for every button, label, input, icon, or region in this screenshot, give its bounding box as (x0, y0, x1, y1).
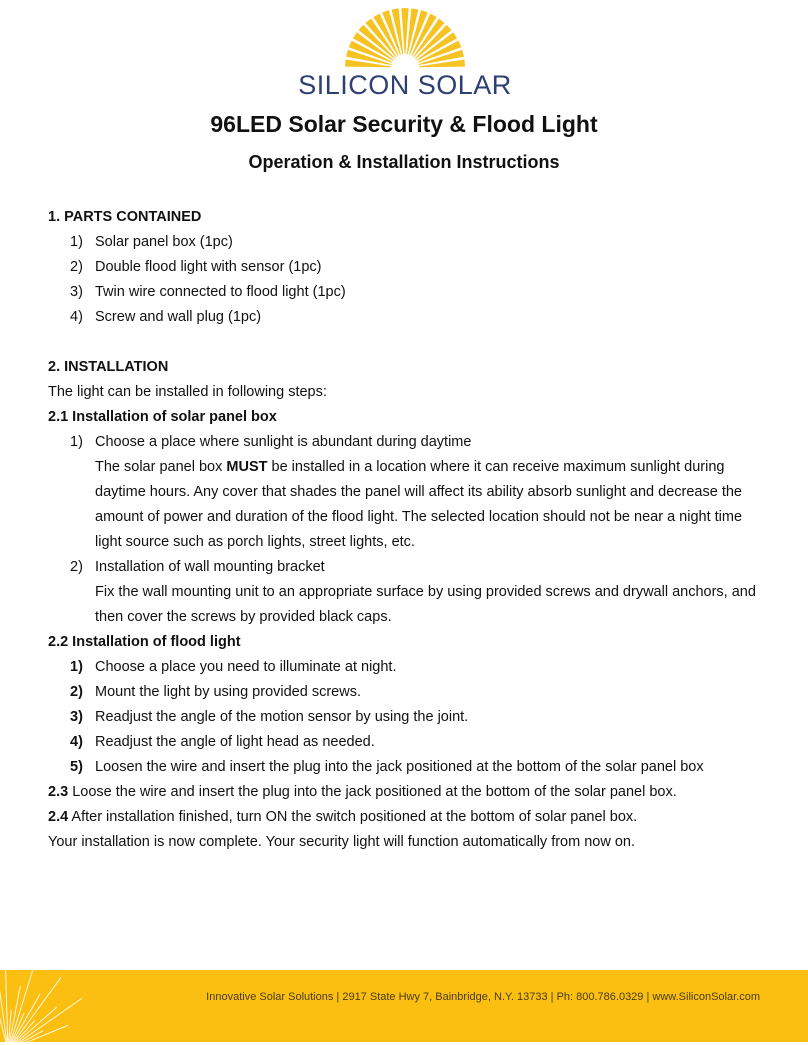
list-number: 1) (70, 659, 83, 675)
company-logo (280, 6, 530, 98)
list-number: 3) (70, 284, 83, 300)
list-text: Readjust the angle of light head as needed. (95, 734, 375, 750)
list-item (48, 230, 768, 255)
list-item (48, 430, 768, 455)
footer-contact-text: Innovative Solar Solutions | 2917 State Hwy 7, Bainbridge, N.Y. 13733 | Ph: 800.786.0329 | www.SiliconSolar.com (206, 991, 760, 1003)
section-2-2-heading: 2.2 Installation of flood light (48, 634, 241, 650)
list-item (48, 555, 768, 580)
page-subtitle: Operation & Installation Instructions (248, 152, 560, 172)
footer-ray (8, 986, 20, 1042)
list-text: Loosen the wire and insert the plug into the jack positioned at the bottom of the solar panel box (95, 759, 704, 775)
list-text: Twin wire connected to flood light (1pc) (95, 284, 346, 300)
page-footer (0, 970, 808, 1042)
installation-intro: The light can be installed in following steps: (48, 384, 327, 400)
paragraph-line: light source such as porch lights, street lights, etc. (95, 534, 415, 550)
sun-rays-icon (322, 6, 488, 70)
list-number: 5) (70, 759, 83, 775)
list-number: 1) (70, 234, 83, 250)
parts-heading: 1. PARTS CONTAINED (48, 209, 202, 225)
footer-sunburst-icon (0, 970, 150, 1042)
list-item (48, 255, 768, 280)
list-item (48, 755, 768, 780)
section-2-4: 2.4 After installation finished, turn ON the switch positioned at the bottom of solar panel box. (48, 809, 638, 825)
paragraph-line: then cover the screws by provided black caps. (95, 609, 392, 625)
list-item (48, 680, 768, 705)
section-2-3: 2.3 Loose the wire and insert the plug into the jack positioned at the bottom of the solar panel box. (48, 784, 677, 800)
section-label: 2.4 (48, 809, 69, 825)
paragraph-line: amount of power and duration of the flood light. The selected location should not be near a night time (95, 509, 743, 525)
closing-note: Your installation is now complete. Your security light will function automatically from now on. (48, 834, 636, 850)
list-item (48, 730, 768, 755)
list-item (48, 705, 768, 730)
page-title: 96LED Solar Security & Flood Light (210, 111, 598, 137)
logo-text: SILICON SOLAR (298, 70, 512, 100)
list-text: Choose a place you need to illuminate at night. (95, 659, 397, 675)
list-number: 3) (70, 709, 83, 725)
document-body (48, 205, 768, 855)
list-text: Solar panel box (1pc) (95, 234, 233, 250)
list-number: 2) (70, 259, 83, 275)
list-text: Installation of wall mounting bracket (95, 559, 325, 575)
section-label: 2.3 (48, 784, 69, 800)
list-number: 2) (70, 684, 83, 700)
paragraph-line: daytime hours. Any cover that shades the panel will affect its ability absorb sunlight and decrease the (95, 484, 742, 500)
list-text: Readjust the angle of the motion sensor by using the joint. (95, 709, 469, 725)
list-number: 1) (70, 434, 83, 450)
list-text: Mount the light by using provided screws. (95, 684, 361, 700)
list-text: Double flood light with sensor (1pc) (95, 259, 322, 275)
list-number: 4) (70, 309, 83, 325)
list-number: 4) (70, 734, 83, 750)
list-text: Choose a place where sunlight is abundant during daytime (95, 434, 472, 450)
installation-heading: 2. INSTALLATION (48, 359, 169, 375)
list-item (48, 280, 768, 305)
list-item (48, 305, 768, 330)
list-number: 2) (70, 559, 83, 575)
paragraph-line: The solar panel box MUST be installed in a location where it can receive maximum sunlight during (95, 459, 725, 475)
list-item (48, 655, 768, 680)
sun-ray (401, 8, 408, 54)
paragraph-line: Fix the wall mounting unit to an appropriate surface by using provided screws and drywall anchors, and (95, 584, 756, 600)
section-2-1-heading: 2.1 Installation of solar panel box (48, 409, 277, 425)
list-text: Screw and wall plug (1pc) (95, 309, 262, 325)
emphasis: MUST (226, 459, 268, 475)
